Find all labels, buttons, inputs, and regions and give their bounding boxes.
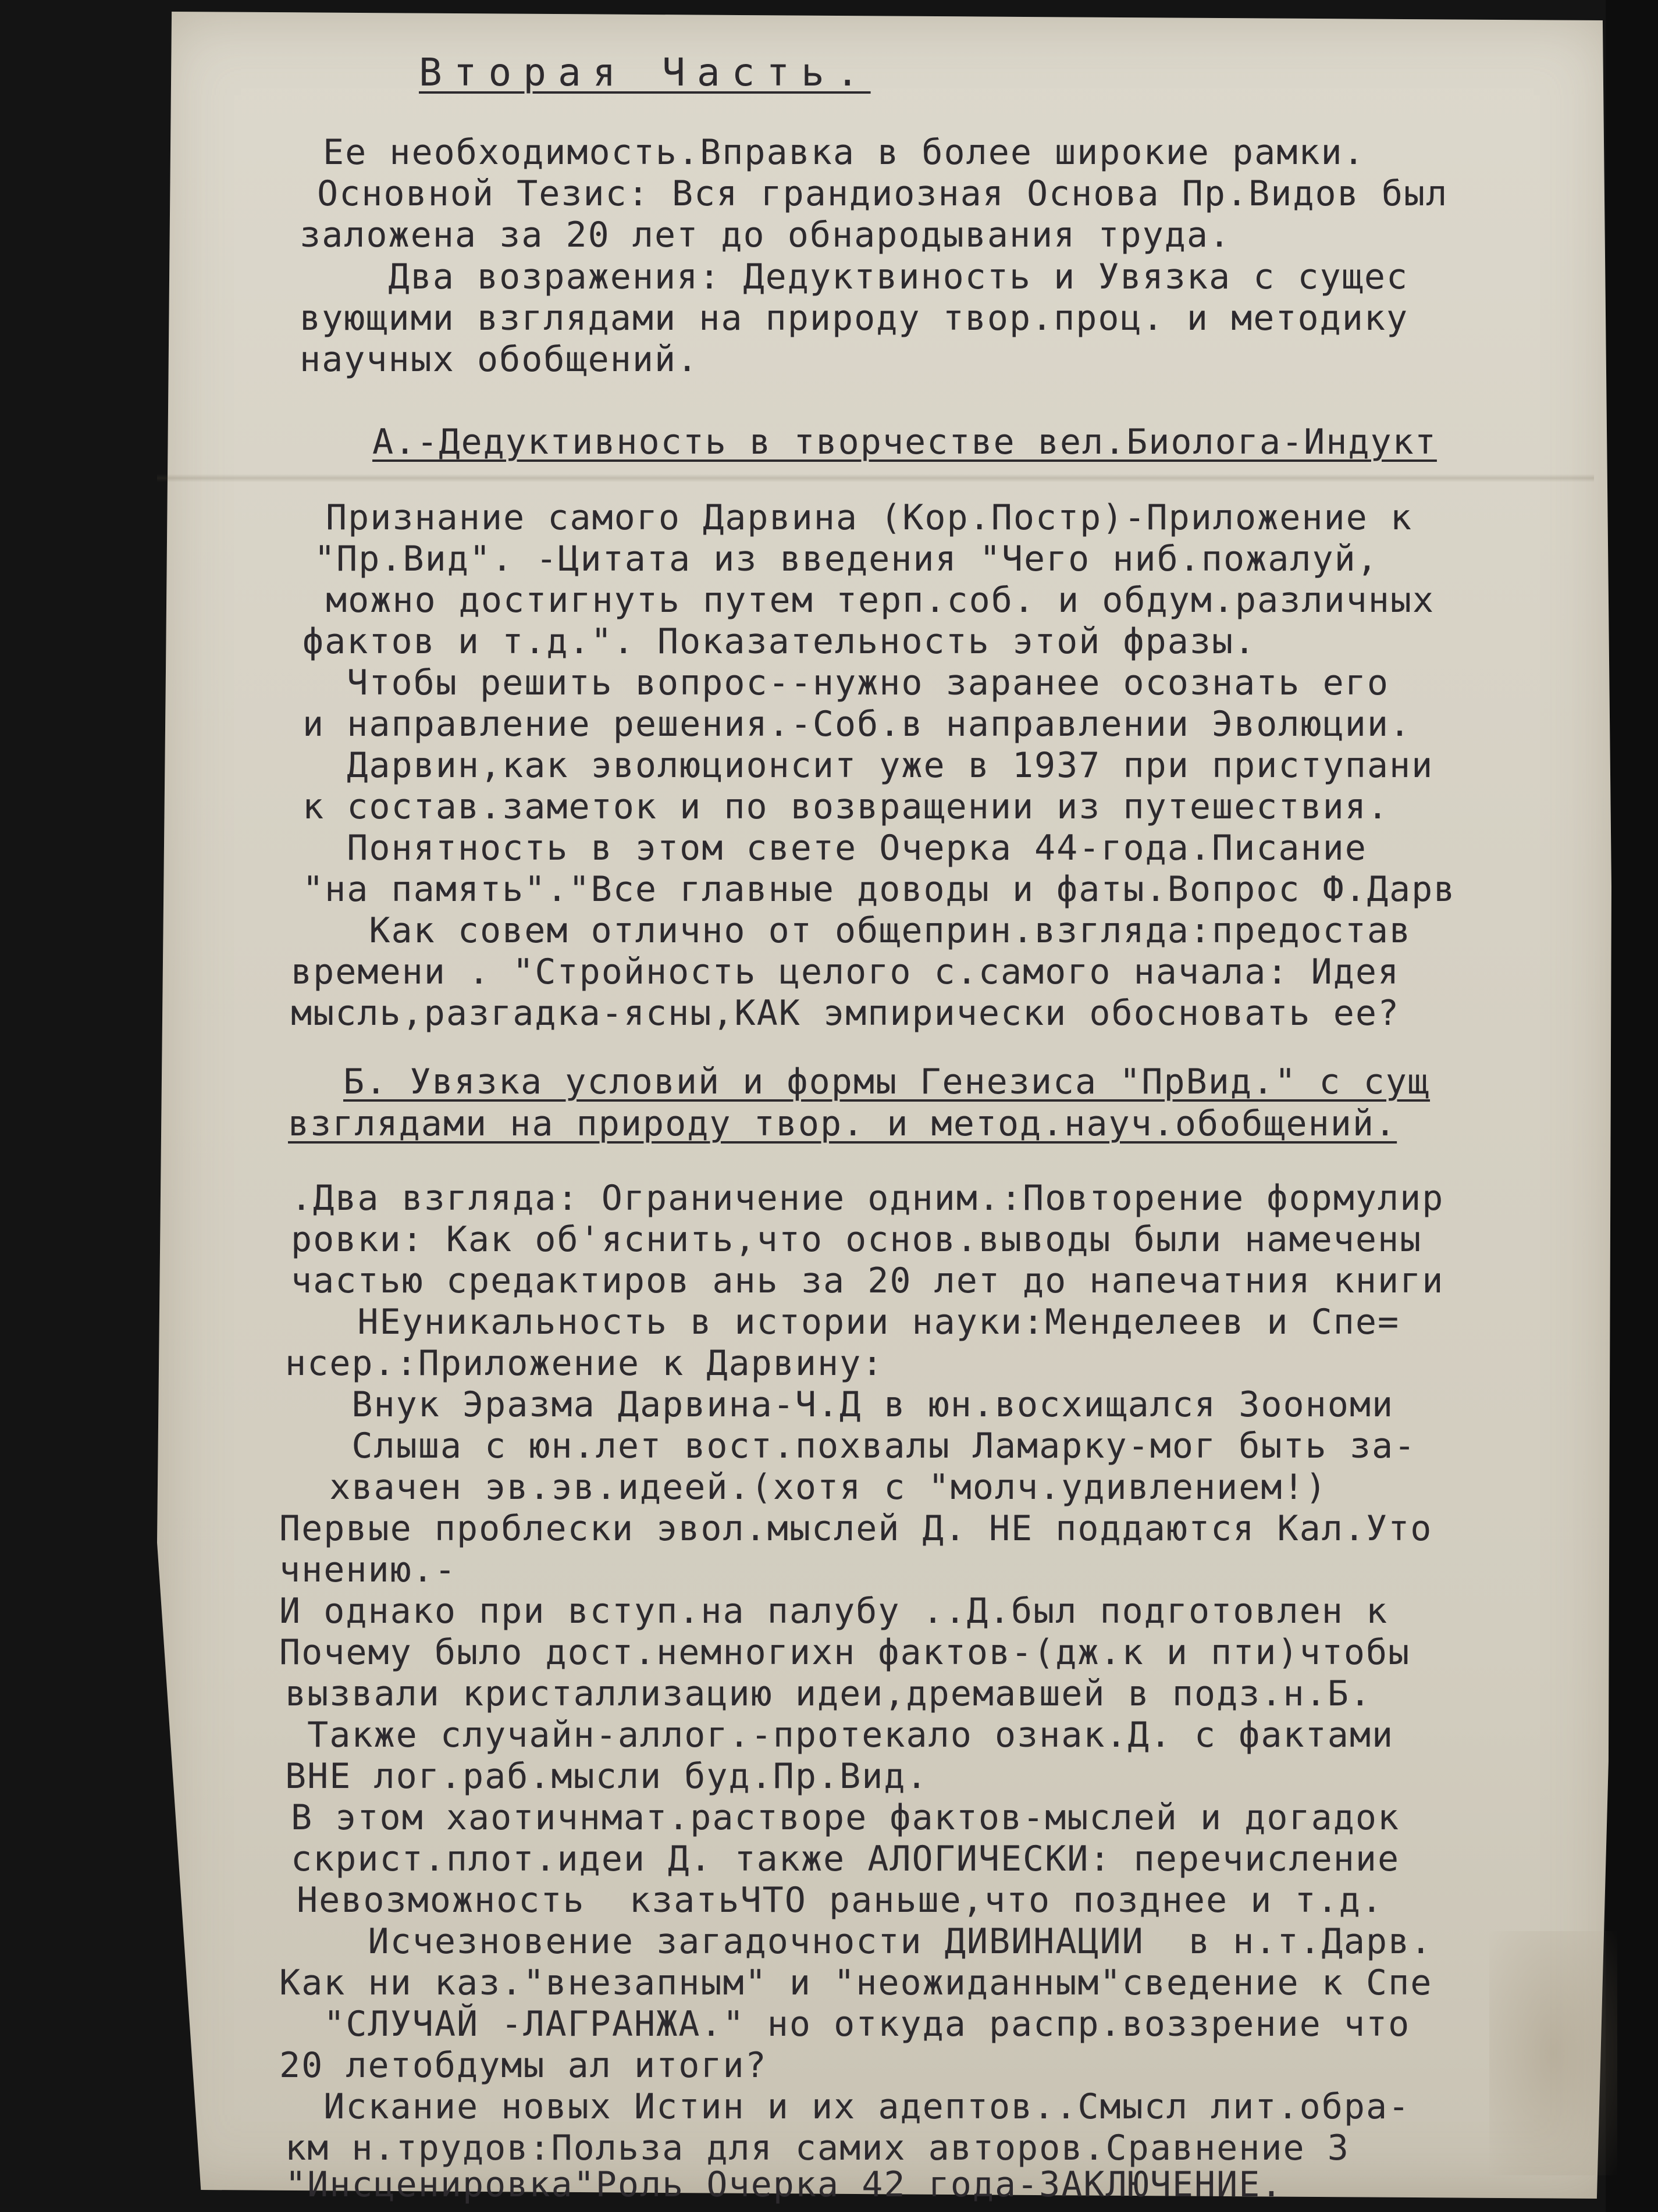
text-line: Внук Эразма Дарвина-Ч.Д в юн.восхищался Зоономи (285, 1384, 1394, 1425)
text-line: Признание самого Дарвина (Кор.Постр)-Приложение к (326, 497, 1413, 538)
text-line: "СЛУЧАЙ -ЛАГРАНЖА." но откуда распр.воззрение что (279, 2004, 1411, 2044)
text-line: Невозможность кзатьЧТО раньше,что позднее и т.д. (297, 1880, 1384, 1921)
text-line: Ее необходимость.Вправка в более широкие рамки. (323, 132, 1365, 173)
text-line: Понятность в этом свете Очерка 44-года.Писание (303, 828, 1367, 868)
text-line: Как совем отлично от общеприн.взгляда:предостав (303, 910, 1412, 951)
text-line: Основной Тезис: Вся грандиозная Основа Пр.Видов был (317, 173, 1449, 214)
section-heading-b: Б. Увязка условий и формы Генезиса "ПрВид." с сущ (343, 1062, 1431, 1102)
text-line: Искание новых Истин и их адептов..Смысл лит.обра- (279, 2086, 1411, 2127)
text-line: к состав.заметок и по возвращении из путешествия. (303, 786, 1390, 827)
text-line: частью средактиров ань за 20 лет до напечатния книги (291, 1260, 1444, 1301)
text-line: можно достигнуть путем терп.соб. и обдум.различных (326, 580, 1435, 621)
text-line: "на память"."Все главные доводы и фаты.Вопрос Ф.Дарв (303, 869, 1456, 910)
text-line: Дарвин,как эволюционсит уже в 1937 при приступани (303, 745, 1434, 786)
text-line: Два возражения: Дедуктвиность и Увязка с сущес (300, 257, 1409, 297)
text-line: ВНЕ лог.раб.мысли буд.Пр.Вид. (285, 1756, 928, 1797)
text-line: Чтобы решить вопрос--нужно заранее осознать его (303, 662, 1390, 703)
text-line: 20 летобдумы ал итоги? (279, 2045, 767, 2086)
text-line: фактов и т.д.". Показательность этой фразы. (303, 621, 1257, 662)
text-line: .Два взгляда: Ограничение одним.:Повторение формулир (291, 1178, 1444, 1219)
text-line: Слыша с юн.лет вост.похвалы Ламарку-мог быть за- (285, 1426, 1417, 1466)
text-line: хвачен эв.эв.идеей.(хотя с "молч.удивлением!) (285, 1467, 1328, 1508)
paper-stain (1489, 1931, 1617, 2175)
section-heading-b-cont: взглядами на природу твор. и метод.науч.обобщений. (288, 1103, 1397, 1144)
scanner-background (1606, 0, 1658, 2212)
text-line: вызвали кристаллизацию идеи,дремавшей в подз.н.Б. (285, 1673, 1372, 1714)
text-line: "Пр.Вид". -Цитата из введения "Чего ниб.пожалуй, (314, 539, 1379, 579)
text-line: Также случайн-аллог.-протекало ознак.Д. с фактами (285, 1715, 1394, 1755)
paper-fold-crease (157, 474, 1594, 482)
text-line: км н.трудов:Польза для самих авторов.Сравнение З (285, 2128, 1350, 2168)
text-line: нсер.:Приложение к Дарвину: (285, 1343, 884, 1384)
text-line: НЕуникальность в истории науки:Менделеев и Спе= (291, 1302, 1400, 1342)
text-line: мысль,разгадка-ясны,КАК эмпирически обосновать ее? (291, 993, 1400, 1034)
text-line: Почему было дост.немногихн фактов-(дж.к и пти)чтобы (279, 1632, 1411, 1673)
text-line: Как ни каз."внезапным" и "неожиданным"сведение к Спе (279, 1962, 1433, 2003)
text-line: скрист.плот.идеи Д. также АЛОГИЧЕСКИ: перечисление (291, 1839, 1400, 1879)
text-line: заложена за 20 лет до обнародывания труда. (300, 215, 1232, 255)
text-line: В этом хаотичнмат.растворе фактов-мыслей и догадок (291, 1797, 1400, 1838)
text-line: времени . "Стройность целого с.самого начала: Идея (291, 952, 1400, 992)
text-line: Первые проблески эвол.мыслей Д. НЕ поддаются Кал.Уто (279, 1508, 1433, 1549)
text-line: "Инсценировка"Роль Очерка 42 года-ЗАКЛЮЧЕНИЕ. (285, 2164, 1283, 2205)
text-line: и направление решения.-Соб.в направлении Эволюции. (303, 704, 1412, 745)
text-line: вующими взглядами на природу твор.проц. и методику (300, 298, 1409, 339)
text-line: научных обобщений. (300, 339, 699, 380)
page-title: Вторая Часть. (419, 50, 871, 95)
text-line: чнению.- (279, 1550, 457, 1590)
section-heading-a: А.-Дедуктивность в творчестве вел.Биолога-Индукт (372, 422, 1437, 462)
text-line: ровки: Как об'яснить,что основ.выводы были намечены (291, 1219, 1422, 1260)
text-line: И однако при вступ.на палубу ..Д.был подготовлен к (279, 1591, 1389, 1632)
text-line: Исчезновение загадочности ДИВИНАЦИИ в н.т.Дарв. (279, 1921, 1433, 1962)
